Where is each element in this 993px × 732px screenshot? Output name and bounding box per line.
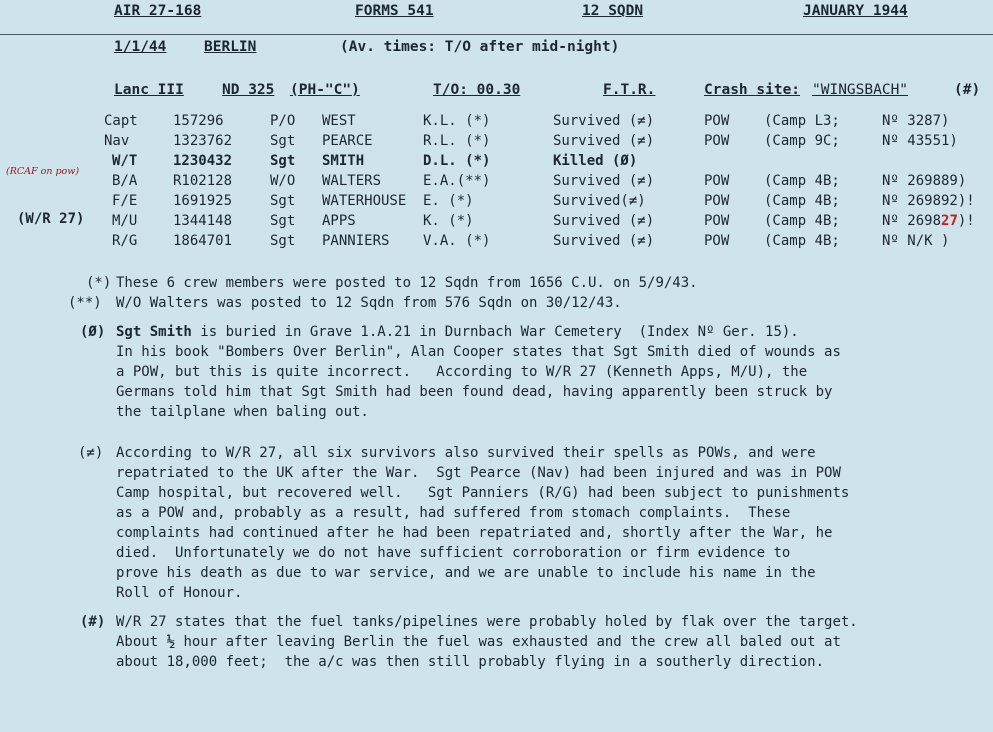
aircraft-code: (PH-"C") (290, 82, 360, 98)
crew-name: PEARCE (322, 133, 373, 149)
crew-pow-number: Nº 3287) (882, 113, 950, 129)
crew-pow-number: Nº N/K ) (882, 233, 950, 249)
note-hash-line2 (116, 632, 841, 652)
forms-reference: FORMS 541 (355, 3, 434, 19)
crew-pow-number-end: )! (957, 213, 975, 229)
crew-role: F/E (112, 193, 138, 209)
crew-name: SMITH (322, 153, 365, 169)
crash-label: Crash site: (704, 82, 801, 98)
crew-pow: POW (704, 113, 730, 129)
raid-times: (Av. times: T/O after mid-night) (340, 39, 620, 55)
note-survived-line1: According to W/R 27, all six survivors also survived their spells as POWs, and were (116, 445, 816, 461)
crew-rank: Sgt (270, 213, 296, 229)
crew-camp: (Camp 4B; (764, 193, 840, 209)
crew-rank: Sgt (270, 193, 296, 209)
air-reference: AIR 27-168 (114, 3, 202, 19)
crew-rank: Sgt (270, 133, 296, 149)
crew-initials: R.L. (*) (423, 133, 491, 149)
note-killed-line4: Germans told him that Sgt Smith had been found dead, having apparently been struck by (116, 384, 833, 400)
crew-pow: POW (704, 213, 730, 229)
crew-row (0, 233, 993, 253)
wr-note: (W/R 27) (17, 211, 85, 227)
note-mark-double: (**) (68, 295, 102, 311)
note-hash-about: About (116, 634, 167, 650)
crew-pow-number (882, 213, 975, 229)
note-single: These 6 crew members were posted to 12 Sqdn from 1656 C.U. on 5/9/43. (116, 275, 698, 291)
crew-role: Capt (104, 113, 138, 129)
note-survived-line5: complaints had continued after he had been repatriated and, shortly after the War, he (116, 525, 833, 541)
crew-role: Nav (104, 133, 130, 149)
crew-rank: P/O (270, 113, 296, 129)
crew-number: 1344148 (173, 213, 233, 229)
note-mark-killed: (Ø) (80, 324, 106, 340)
crew-name: APPS (322, 213, 356, 229)
crew-number: R102128 (173, 173, 233, 189)
note-hash-line3: about 18,000 feet; the a/c was then still probably flying in a southerly direction. (116, 654, 825, 670)
crew-fate: Survived (≠) (553, 113, 655, 129)
document-header (0, 0, 993, 35)
crew-fate: Survived (≠) (553, 133, 655, 149)
crash-mark: (#) (954, 82, 981, 98)
crew-pow: POW (704, 233, 730, 249)
crew-name: WALTERS (322, 173, 382, 189)
note-killed-text: is buried in Grave 1.A.21 in Durnbach War Cemetery (Index Nº Ger. 15). (191, 324, 799, 340)
crew-camp: (Camp 9C; (764, 133, 840, 149)
crew-pow-number-typed: Nº 2698 (882, 213, 942, 229)
crew-initials: E.A.(**) (423, 173, 491, 189)
ftr: F.T.R. (603, 82, 656, 98)
crew-pow: POW (704, 173, 730, 189)
crew-pow-number-handwritten: 27 (941, 213, 958, 229)
crew-pow: POW (704, 133, 730, 149)
aircraft-serial: ND 325 (222, 82, 275, 98)
note-hash-half: ½ (166, 634, 176, 650)
crew-fate: Survived(≠) (553, 193, 646, 209)
crew-camp: (Camp 4B; (764, 213, 840, 229)
crew-rank: Sgt (270, 153, 296, 169)
note-survived-line4: as a POW and, probably as a result, had suffered from stomach complaints. These (116, 505, 791, 521)
crew-fate: Survived (≠) (553, 233, 655, 249)
note-mark-survived: (≠) (78, 445, 104, 461)
crew-name: WEST (322, 113, 356, 129)
crew-number: 1230432 (173, 153, 233, 169)
crew-row (0, 173, 993, 193)
crew-camp: (Camp L3; (764, 113, 840, 129)
crew-number: 1323762 (173, 133, 233, 149)
crew-role: M/U (112, 213, 138, 229)
takeoff-time: T/O: 00.30 (433, 82, 521, 98)
crew-fate: Survived (≠) (553, 173, 655, 189)
crew-pow-number: Nº 43551) (882, 133, 958, 149)
crew-fate: Killed (Ø) (553, 153, 638, 169)
crew-row (0, 153, 993, 173)
crew-row (0, 193, 993, 213)
crew-rank: Sgt (270, 233, 296, 249)
crew-role: W/T (112, 153, 138, 169)
month: JANUARY 1944 (803, 3, 908, 19)
crew-row (0, 213, 993, 233)
crew-initials: E. (*) (423, 193, 474, 209)
note-killed-line2: In his book "Bombers Over Berlin", Alan Cooper states that Sgt Smith died of wounds as (116, 344, 841, 360)
crew-pow-number: Nº 269889) (882, 173, 967, 189)
crew-initials: V.A. (*) (423, 233, 491, 249)
crew-name: WATERHOUSE (322, 193, 407, 209)
note-survived-line7: prove his death as due to war service, and we are unable to include his name in the (116, 565, 816, 581)
crew-initials: K.L. (*) (423, 113, 491, 129)
crew-number: 1864701 (173, 233, 233, 249)
crew-initials: D.L. (*) (423, 153, 491, 169)
crew-number: 157296 (173, 113, 224, 129)
crew-rank: W/O (270, 173, 296, 189)
note-survived-line6: died. Unfortunately we do not have sufficient corroboration or firm evidence to (116, 545, 791, 561)
crew-pow-number: Nº 269892)! (882, 193, 975, 209)
aircraft-type: Lanc III (114, 82, 184, 98)
note-killed-line3: a POW, but this is quite incorrect. According to W/R 27 (Kenneth Apps, M/U), the (116, 364, 808, 380)
crew-number: 1691925 (173, 193, 233, 209)
note-killed-name: Sgt Smith (116, 324, 192, 340)
note-double: W/O Walters was posted to 12 Sqdn from 576 Sqdn on 30/12/43. (116, 295, 622, 311)
crew-fate: Survived (≠) (553, 213, 655, 229)
note-survived-line3: Camp hospital, but recovered well. Sgt Panniers (R/G) had been subject to punishments (116, 485, 850, 501)
note-killed-line5: the tailplane when baling out. (116, 404, 369, 420)
note-hash-rest: hour after leaving Berlin the fuel was exhausted and the crew all baled out at (175, 634, 841, 650)
crew-camp: (Camp 4B; (764, 173, 840, 189)
handwritten-note: (RCAF on pow) (6, 166, 80, 177)
crew-role: B/A (112, 173, 138, 189)
squadron: 12 SQDN (582, 3, 644, 19)
raid-date: 1/1/44 (114, 39, 167, 55)
note-survived-line8: Roll of Honour. (116, 585, 243, 601)
crew-name: PANNIERS (322, 233, 390, 249)
note-killed-line1 (116, 322, 799, 342)
crew-role: R/G (112, 233, 138, 249)
crew-row (0, 133, 993, 153)
crash-site: "WINGSBACH" (812, 82, 909, 98)
crew-row (0, 113, 993, 133)
raid-target: BERLIN (204, 39, 257, 55)
note-survived-line2: repatriated to the UK after the War. Sgt Pearce (Nav) had been injured and was in POW (116, 465, 841, 481)
crew-initials: K. (*) (423, 213, 474, 229)
note-hash-line1: W/R 27 states that the fuel tanks/pipelines were probably holed by flak over the target. (116, 614, 858, 630)
crew-pow: POW (704, 193, 730, 209)
note-mark-hash: (#) (80, 614, 106, 630)
note-mark-single: (*) (86, 275, 112, 291)
crew-camp: (Camp 4B; (764, 233, 840, 249)
